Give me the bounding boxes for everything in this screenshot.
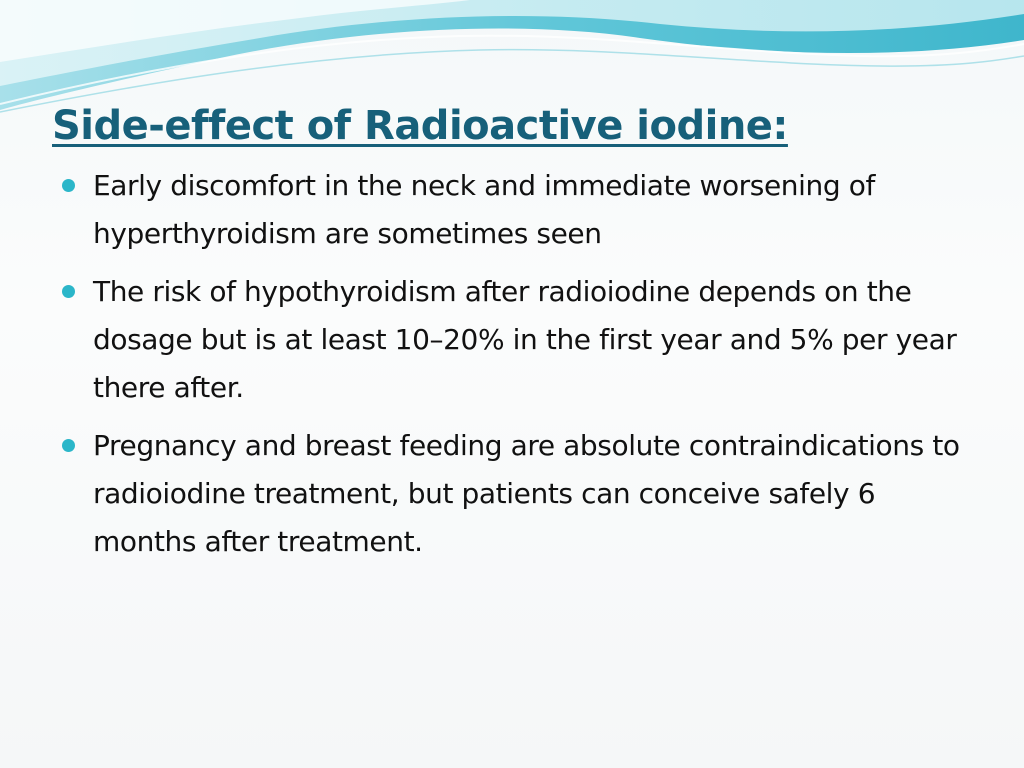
bullet-list: [62, 162, 962, 576]
bullet-text: Pregnancy and breast feeding are absolute contraindications to radioiodine treatment, but patients can conceive safely 6 months after treatment.: [93, 429, 960, 558]
bullet-icon: [62, 439, 75, 452]
list-item: [62, 162, 962, 258]
bullet-text: The risk of hypothyroidism after radioiodine depends on the dosage but is at least 10–20% in the first year and 5% per year there after.: [93, 275, 957, 404]
slide-title: Side-effect of Radioactive iodine:: [52, 103, 788, 149]
bullet-icon: [62, 179, 75, 192]
list-item: [62, 268, 962, 412]
bullet-icon: [62, 285, 75, 298]
list-item: [62, 422, 962, 566]
bullet-text: Early discomfort in the neck and immediate worsening of hyperthyroidism are sometimes seen: [93, 169, 875, 250]
